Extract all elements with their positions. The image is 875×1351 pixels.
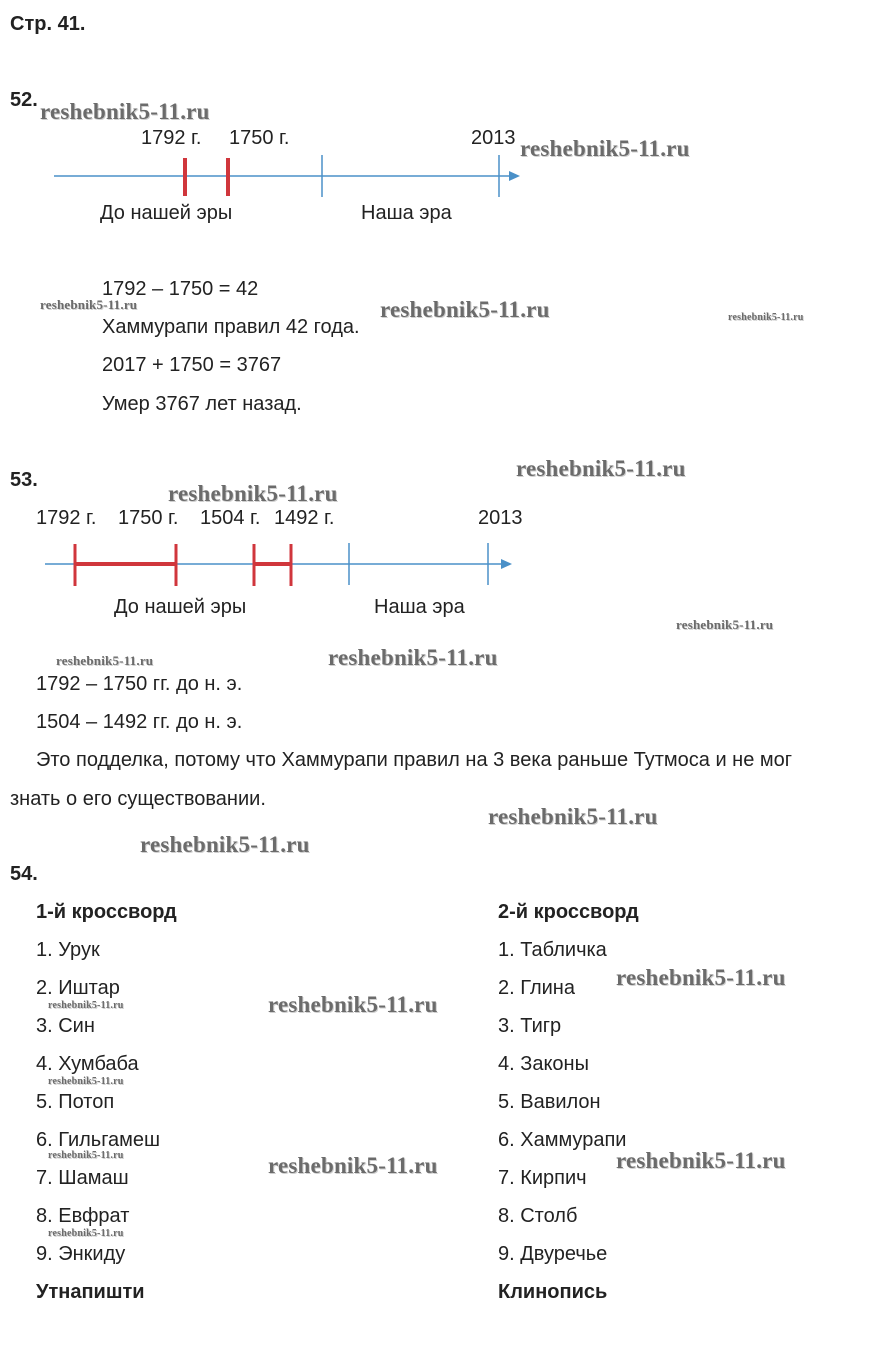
- task-54-number: 54.: [10, 863, 38, 885]
- page-title: Стр. 41.: [10, 13, 86, 35]
- crossword-2-item: 7. Кирпич: [498, 1167, 587, 1189]
- t53-line-1: 1792 – 1750 гг. до н. э.: [36, 673, 243, 695]
- watermark: reshebnik5-11.ru: [516, 456, 686, 481]
- t53-label-2013: 2013: [478, 507, 523, 529]
- watermark: reshebnik5-11.ru: [56, 653, 154, 668]
- crossword-2-answer: Клинопись: [498, 1281, 608, 1303]
- t53-label-1492: 1492 г.: [274, 507, 335, 529]
- watermark: reshebnik5-11.ru: [616, 965, 786, 990]
- t53-label-1504: 1504 г.: [200, 507, 261, 529]
- t52-line-4: Умер 3767 лет назад.: [102, 393, 302, 415]
- crossword-1-answer: Утнапишти: [36, 1281, 145, 1303]
- t53-label-1792: 1792 г.: [36, 507, 97, 529]
- crossword-1-item: 4. Хумбаба: [36, 1053, 139, 1075]
- crossword-2-item: 9. Двуречье: [498, 1243, 608, 1265]
- crossword-2-item: 6. Хаммурапи: [498, 1129, 627, 1151]
- t52-era-bc: До нашей эры: [100, 202, 233, 224]
- t53-era-ad: Наша эра: [374, 596, 465, 618]
- t53-label-1750: 1750 г.: [118, 507, 179, 529]
- watermark: reshebnik5-11.ru: [48, 1228, 124, 1239]
- timeline-53-arrow-icon: [501, 559, 512, 569]
- crossword-2-item: 8. Столб: [498, 1205, 578, 1227]
- crossword-1-item: 1. Урук: [36, 939, 100, 961]
- crossword-2-title: 2-й кроссворд: [498, 901, 639, 923]
- t53-paragraph-line-1: Это подделка, потому что Хаммурапи правил на 3 века раньше Тутмоса и не мог: [36, 749, 793, 771]
- watermark: reshebnik5-11.ru: [168, 481, 338, 506]
- watermark: reshebnik5-11.ru: [488, 804, 658, 829]
- t53-paragraph-line-2: знать о его существовании.: [10, 788, 266, 810]
- crossword-1-item: 2. Иштар: [36, 977, 120, 999]
- t53-era-bc: До нашей эры: [114, 596, 247, 618]
- crossword-1-item: 6. Гильгамеш: [36, 1129, 161, 1151]
- crossword-1-item: 3. Син: [36, 1015, 95, 1037]
- crossword-1-item: 9. Энкиду: [36, 1243, 126, 1265]
- watermark: reshebnik5-11.ru: [676, 617, 774, 632]
- watermark: reshebnik5-11.ru: [268, 1153, 438, 1178]
- crossword-1-item: 5. Потоп: [36, 1091, 115, 1113]
- crossword-2-item: 1. Табличка: [498, 939, 607, 961]
- crossword-2-item: 4. Законы: [498, 1053, 589, 1075]
- crossword-2-item: 5. Вавилон: [498, 1091, 601, 1113]
- crossword-1-item: 7. Шамаш: [36, 1167, 129, 1189]
- watermark: reshebnik5-11.ru: [48, 1076, 124, 1087]
- watermark: reshebnik5-11.ru: [268, 992, 438, 1017]
- t52-label-1792: 1792 г.: [141, 127, 202, 149]
- watermark: reshebnik5-11.ru: [328, 645, 498, 670]
- watermark: reshebnik5-11.ru: [40, 297, 138, 312]
- t53-line-2: 1504 – 1492 гг. до н. э.: [36, 711, 243, 733]
- crossword-1-item: 8. Евфрат: [36, 1205, 130, 1227]
- t52-label-1750: 1750 г.: [229, 127, 290, 149]
- task-52-number: 52.: [10, 89, 38, 111]
- watermark: reshebnik5-11.ru: [48, 1000, 124, 1011]
- t52-line-1: 1792 – 1750 = 42: [102, 278, 259, 300]
- t52-era-ad: Наша эра: [361, 202, 452, 224]
- watermark: reshebnik5-11.ru: [728, 312, 804, 323]
- watermark: reshebnik5-11.ru: [616, 1148, 786, 1173]
- timeline-52-arrow-icon: [509, 171, 520, 181]
- crossword-2-item: 3. Тигр: [498, 1015, 562, 1037]
- t52-line-3: 2017 + 1750 = 3767: [102, 354, 282, 376]
- crossword-1-title: 1-й кроссворд: [36, 901, 177, 923]
- watermark: reshebnik5-11.ru: [40, 99, 210, 124]
- watermark: reshebnik5-11.ru: [48, 1150, 124, 1161]
- t52-line-2: Хаммурапи правил 42 года.: [102, 316, 360, 338]
- crossword-2-item: 2. Глина: [498, 977, 575, 999]
- task-53-number: 53.: [10, 469, 38, 491]
- watermark: reshebnik5-11.ru: [380, 297, 550, 322]
- watermark: reshebnik5-11.ru: [520, 136, 690, 161]
- watermark: reshebnik5-11.ru: [140, 832, 310, 857]
- t52-label-2013: 2013: [471, 127, 516, 149]
